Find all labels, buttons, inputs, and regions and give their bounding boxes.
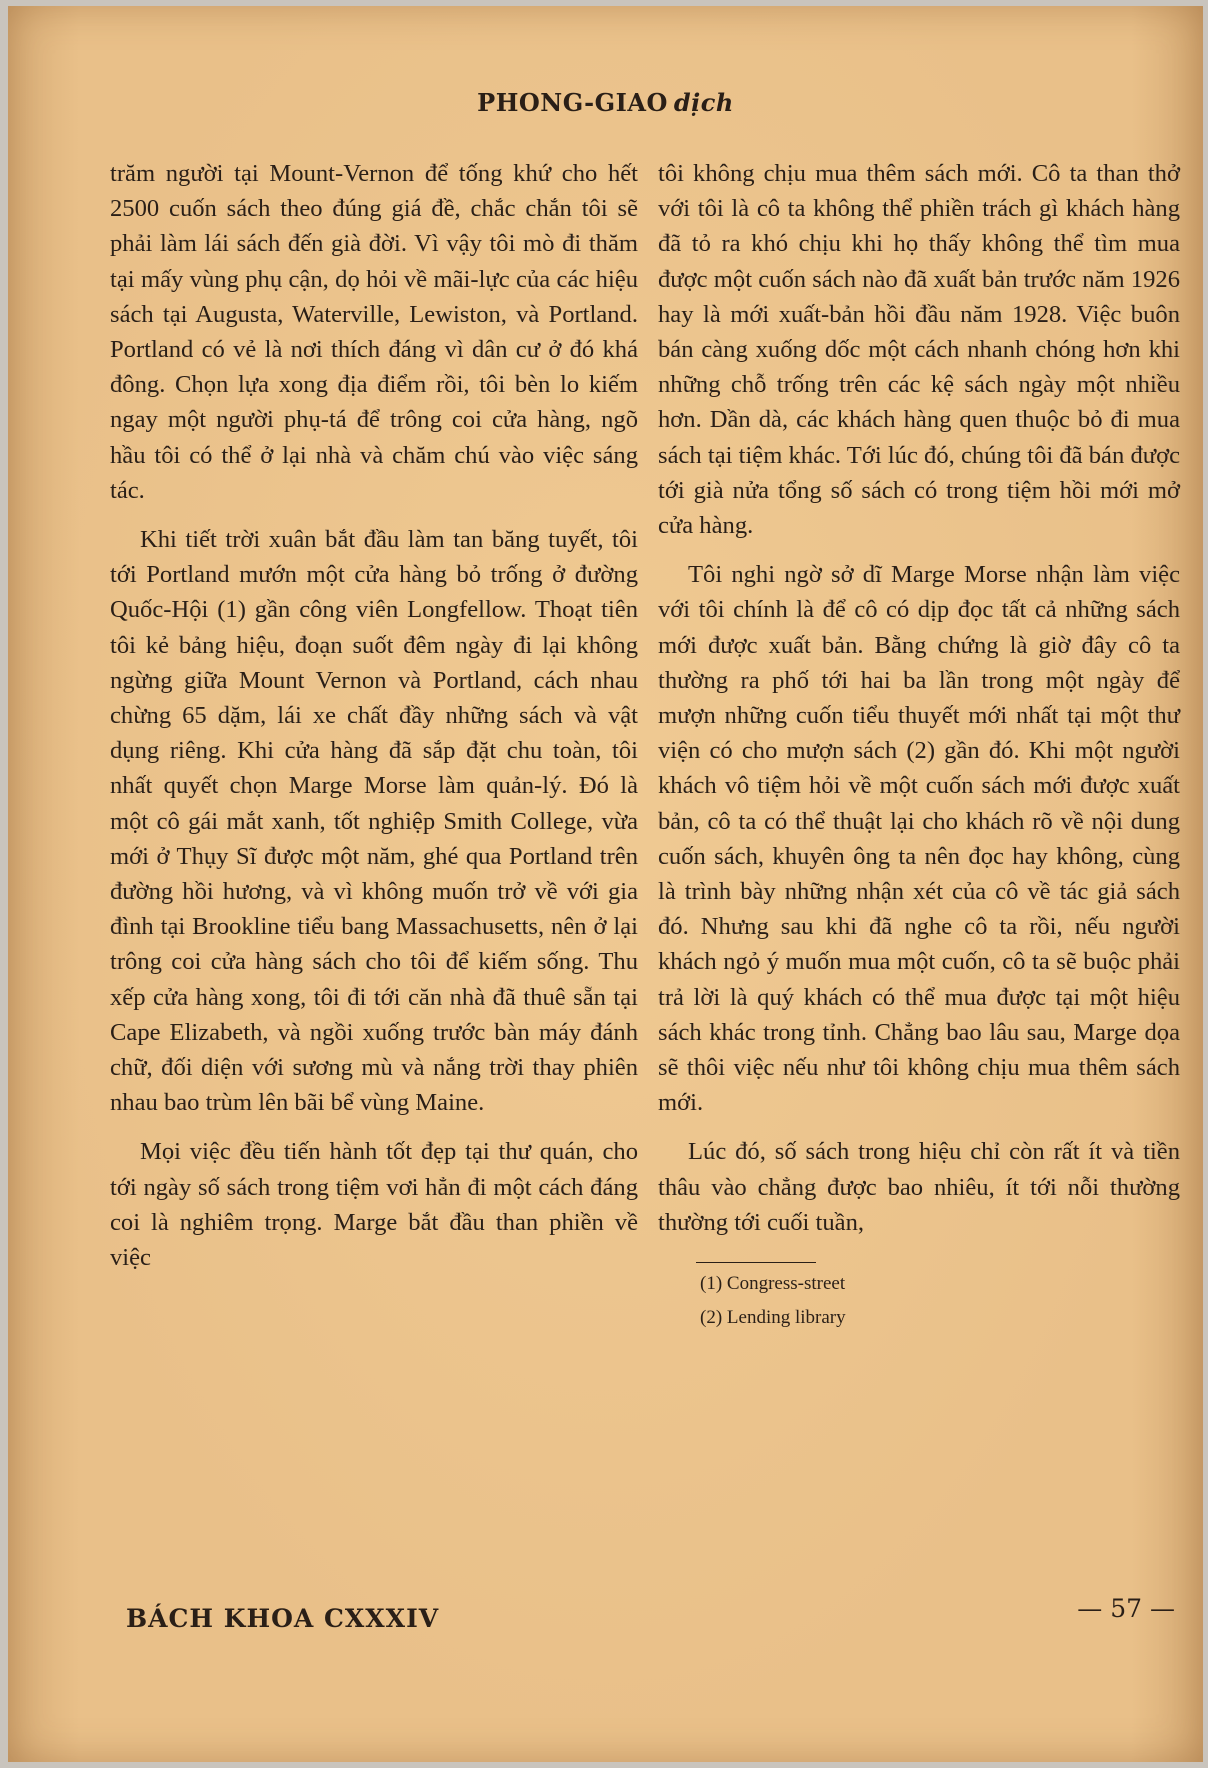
magazine-page	[8, 6, 1203, 1762]
page-number: — 57 —	[1077, 1594, 1175, 1623]
paragraph: Lúc đó, số sách trong hiệu chỉ còn rất ít và tiền thâu vào chẳng được bao nhiêu, ít tới nỗi thường thường tới cuối tuần,	[658, 1138, 1180, 1236]
paragraph: tôi không chịu mua thêm sách mới. Cô ta than thở với tôi là cô ta không thể phiền trách gì khách hàng đã tỏ ra khó chịu khi họ thấy không thể tìm mua được một cuốn sách nào đã xuất bản trước năm 1926 hay là mới xuất-bản hồi đầu năm 1928. Việc buôn bán càng xuống dốc một cách nhanh chóng hơn khi những chỗ trống trên các kệ sách ngày một nhiều hơn. Dần dà, các khách hàng quen thuộc bỏ đi mua sách tại tiệm khác. Tới lúc đó, chúng tôi đã bán được tới già nửa tổng số sách có trong tiệm hồi mới mở cửa hàng.	[658, 160, 1180, 540]
translator-name: PHONG-GIAO	[477, 88, 668, 117]
footnote-divider	[696, 1262, 816, 1263]
translator-role: dịch	[673, 88, 734, 117]
magazine-issue: BÁCH KHOA CXXXIV	[126, 1604, 440, 1633]
right-column	[658, 156, 1180, 1335]
left-column	[110, 156, 638, 1289]
paragraph: Khi tiết trời xuân bắt đầu làm tan băng tuyết, tôi tới Portland mướn một cửa hàng bỏ trống ở đường Quốc-Hội (1) gần công viên Longfellow. Thoạt tiên tôi kẻ bảng hiệu, đoạn suốt đêm ngày đi lại không ngừng giữa Mount Vernon và Portland, cách nhau chừng 65 dặm, lái xe chất đầy những sách và vật dụng riêng. Khi cửa hàng đã sắp đặt chu toàn, tôi nhất quyết chọn Marge Morse làm quản-lý. Đó là một cô gái mắt xanh, tốt nghiệp Smith College, vừa mới ở Thụy Sĩ được một năm, ghé qua Portland trên đường hồi hương, và vì không muốn trở về với gia đình tại Brookline tiểu bang Massachusetts, nên ở lại trông coi cửa hàng sách cho tôi để kiếm sống. Thu xếp cửa hàng xong, tôi đi tới căn nhà đã thuê sẵn tại Cape Elizabeth, và ngồi xuống trước bàn máy đánh chữ, đối diện với sương mù và nắng trời thay phiên nhau bao trùm lên bãi bể vùng Maine.	[110, 526, 638, 1117]
page-header	[8, 88, 1203, 117]
paragraph: trăm người tại Mount-Vernon để tống khứ cho hết 2500 cuốn sách theo đúng giá đề, chắc chắn tôi sẽ phải làm lái sách đến già đời. Vì vậy tôi mò đi thăm tại mấy vùng phụ cận, dọ hỏi về mãi-lực của các hiệu sách tại Augusta, Waterville, Lewiston, và Portland. Portland có vẻ là nơi thích đáng vì dân cư ở đó khá đông. Chọn lựa xong địa điểm rồi, tôi bèn lo kiếm ngay một người phụ-tá để trông coi cửa hàng, ngõ hầu tôi có thể ở lại nhà và chăm chú vào việc sáng tác.	[110, 160, 638, 504]
footnote-1: (1) Congress-street	[700, 1273, 846, 1295]
footnote-2: (2) Lending library	[700, 1307, 846, 1329]
footnotes	[658, 1262, 1180, 1335]
paragraph: Tôi nghi ngờ sở dĩ Marge Morse nhận làm việc với tôi chính là để cô có dịp đọc tất cả những sách mới được xuất bản. Bằng chứng là giờ đây cô ta thường ra phố tới hai ba lần trong một ngày để mượn những cuốn tiểu thuyết mới nhất tại một thư viện có cho mượn sách (2) gần đó. Khi một người khách vô tiệm hỏi về một cuốn sách mới được xuất bản, cô ta có thể thuật lại cho khách rõ về nội dung cuốn sách, khuyên ông ta nên đọc hay không, cùng là trình bày những nhận xét của cô về tác giả sách đó. Nhưng sau khi đã nghe cô ta rồi, nếu người khách ngỏ ý muốn mua một cuốn, cô ta sẽ buộc phải trả lời là quý khách có thể mua được tại một hiệu sách khác trong tỉnh. Chẳng bao lâu sau, Marge dọa sẽ thôi việc nếu như tôi không chịu mua thêm sách mới.	[658, 561, 1180, 1117]
paragraph: Mọi việc đều tiến hành tốt đẹp tại thư quán, cho tới ngày số sách trong tiệm vơi hẳn đi một cách đáng coi là nghiêm trọng. Marge bắt đầu than phiền về việc	[110, 1138, 638, 1272]
